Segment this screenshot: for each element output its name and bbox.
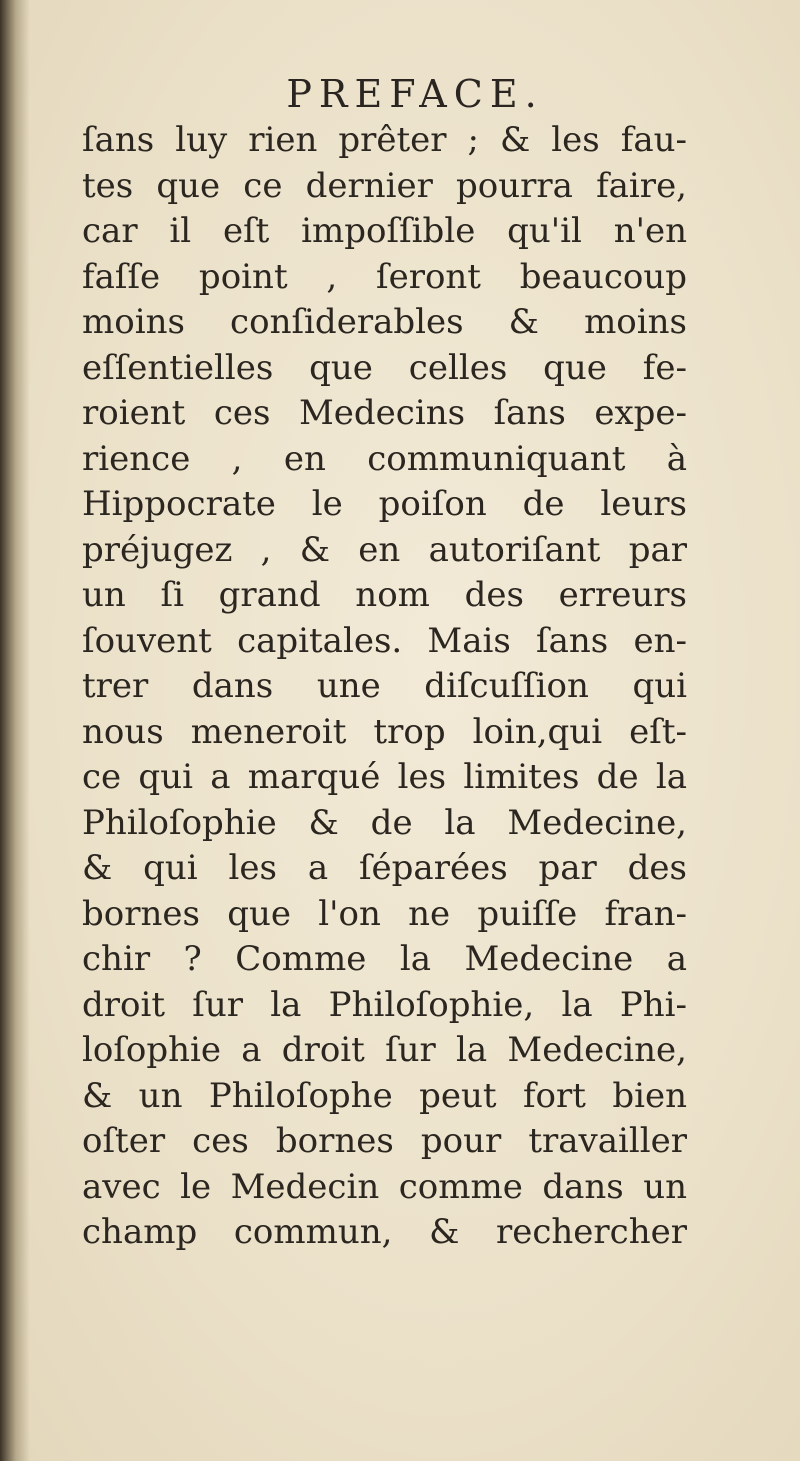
text-line: & qui les a ſéparées par des <box>82 848 687 888</box>
text-line: chir ? Comme la Medecine a <box>82 939 687 979</box>
text-line: avec le Medecin comme dans un <box>82 1166 687 1207</box>
text-line: un ſi grand nom des erreurs <box>82 575 687 615</box>
text-line: Hippocrate le poiſon de leurs <box>82 484 687 524</box>
text-line: ſouvent capitales. Mais ſans en- <box>82 620 687 661</box>
body-text <box>82 118 687 1256</box>
text-line: champ commun, & rechercher <box>82 1212 687 1252</box>
text-line: car il eſt impoſſible qu'il n'en <box>82 211 687 251</box>
text-line: rience , en communiquant à <box>82 438 687 479</box>
text-line: loſophie a droit ſur la Medecine, <box>82 1030 687 1070</box>
page-gutter-shadow <box>0 0 30 1461</box>
text-line: trer dans une diſcuſſion qui <box>82 666 687 706</box>
running-head: PREFACE. <box>286 72 544 116</box>
text-line: bornes que l'on ne puiſſe fran- <box>82 893 687 934</box>
text-line: Philoſophie & de la Medecine, <box>82 802 687 843</box>
text-line: ce qui a marqué les limites de la <box>82 757 687 797</box>
text-line: tes que ce dernier pourra faire, <box>82 165 687 206</box>
text-line: moins conſiderables & moins <box>82 302 687 342</box>
text-line: préjugez , & en autoriſant par <box>82 529 687 570</box>
text-line: faſſe point , ſeront beaucoup <box>82 256 687 297</box>
text-line: roient ces Medecins ſans expe- <box>82 393 687 433</box>
text-line: nous meneroit trop loin,qui eſt- <box>82 711 687 752</box>
text-line: ſans luy rien prêter ; & les fau- <box>82 120 687 160</box>
text-line: eſſentielles que celles que fe- <box>82 347 687 388</box>
text-line: & un Philoſophe peut fort bien <box>82 1075 687 1116</box>
text-line: oſter ces bornes pour travailler <box>82 1121 687 1161</box>
text-line: droit ſur la Philoſophie, la Phi- <box>82 984 687 1025</box>
